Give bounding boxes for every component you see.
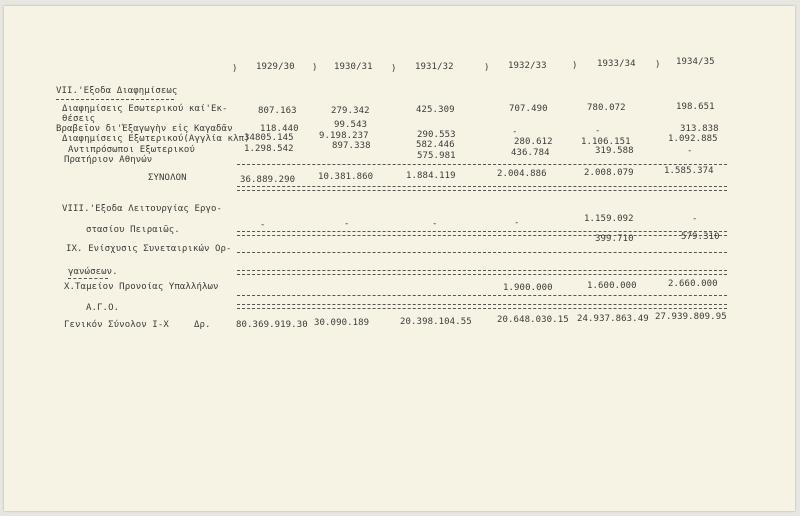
section-ix-rule (237, 252, 727, 253)
year-paren-4: ) (484, 63, 490, 73)
grand-total-value: 80.369.919.30 (236, 320, 308, 330)
grand-total-currency: Δρ. (194, 320, 211, 330)
cell-value: 807.163 (258, 106, 297, 116)
section-ix-label-cont: γανώσεων. (68, 267, 118, 277)
year-paren-2: ) (312, 63, 318, 73)
total-label: ΣΥΝΟΛΟΝ (148, 173, 187, 183)
section-vii-underline (56, 99, 174, 100)
year-paren-6: ) (655, 60, 661, 70)
year-header-1929: 1929/30 (256, 62, 295, 72)
grand-total-label: Γενικόν Σύνολον Ι-Χ (64, 320, 169, 330)
cell-value: 780.072 (587, 103, 626, 113)
cell-value: 897.338 (332, 141, 371, 151)
total-double-rule (237, 186, 727, 191)
row-label-domestic-ads-cont: θέσεις (62, 114, 96, 124)
total-value: 10.381.860 (318, 172, 374, 182)
section-ix-double-rule (237, 270, 727, 275)
cell-value: 1.106.151 (581, 137, 631, 147)
cell-value: 425.309 (416, 105, 455, 115)
cell-value: 707.490 (509, 104, 548, 114)
cell-value: 118.440 (260, 124, 299, 134)
year-paren-5: ) (572, 61, 578, 71)
section-viii-label-cont: στασίου Πειραιῶς. (86, 225, 180, 235)
cell-value: 290.553 (417, 130, 456, 140)
year-header-1932: 1932/33 (508, 61, 547, 71)
cell-value: 313.838 (680, 124, 719, 134)
section-ix-label: IX. Ενίσχυσις Συνεταιρικών Ορ- (66, 244, 232, 254)
cell-value: 1.092.885 (668, 134, 718, 144)
section-x-value: 1.600.000 (587, 281, 637, 291)
row-label-foreign-representatives: Αντιπρόσωποι Εξωτερικού (68, 145, 195, 155)
cell-value: 34805.145 (244, 133, 294, 143)
cell-value: 575.981 (417, 151, 456, 161)
year-header-1930: 1930/31 (334, 62, 373, 72)
grand-total-value: 20.648.030.15 (497, 315, 569, 325)
section-x-label-cont: Α.Γ.Ο. (86, 303, 120, 313)
year-paren-1: ) (232, 64, 238, 74)
grand-total-value: 27.939.809.95 (655, 312, 727, 322)
document-page (4, 6, 795, 511)
grand-total-double-rule (237, 304, 727, 309)
total-value: 36.889.290 (240, 175, 296, 185)
cell-value: 280.612 (514, 137, 553, 147)
year-header-1934: 1934/35 (676, 57, 715, 67)
section-x-value: 1.900.000 (503, 283, 553, 293)
dash-mark: - (432, 219, 438, 229)
row-label-foreign-ads: Διαφημίσεις Εξωτερικού(Αγγλία κλπ) (62, 134, 250, 144)
section-vii-title: VII.'Εξοδα Διαφημίσεως (56, 86, 178, 96)
section-ix-value: 399.710 (595, 234, 634, 244)
total-value: 2.004.886 (497, 169, 547, 179)
total-value: 1.585.374 (664, 166, 714, 176)
section-viii-value: 1.159.092 (584, 214, 634, 224)
dash-mark: - (512, 127, 518, 137)
dash-mark: - (514, 218, 520, 228)
dash-mark: - (344, 219, 350, 229)
dash-mark: - (595, 126, 601, 136)
dash-mark: - (692, 214, 698, 224)
section-ix-underline (68, 278, 108, 279)
cell-value: 582.446 (416, 140, 455, 150)
row-label-athens-store: Πρατήριον Αθηνών (64, 155, 153, 165)
dash-mark: - (260, 220, 266, 230)
year-header-1931: 1931/32 (415, 62, 454, 72)
section-ix-value: 579.310 (681, 232, 720, 242)
section-x-rule (237, 295, 727, 296)
section-x-value: 2.660.000 (668, 279, 718, 289)
year-paren-3: ) (391, 64, 397, 74)
cell-value: 198.651 (676, 102, 715, 112)
grand-total-value: 24.937.863.49 (577, 314, 649, 324)
section-viii-rule (237, 231, 727, 236)
cell-value: 1.298.542 (244, 144, 294, 154)
cell-value: 279.342 (331, 106, 370, 116)
grand-total-value: 30.090.189 (314, 318, 370, 328)
cell-value: 9.198.237 (319, 131, 369, 141)
row-label-domestic-ads: Διαφημίσεις Εσωτερικού καί'Εκ- (62, 104, 228, 114)
dash-mark: - (687, 146, 693, 156)
cell-value: 99.543 (334, 120, 368, 130)
row-label-canada-award: Βραβεῖον δι'Ἐξαγωγὴν εἰς Καγαδᾶν (56, 124, 233, 134)
section-x-label: X.Ταμείον Προνοίας Υπαλλήλων (64, 282, 219, 292)
cell-value: 319.588 (595, 146, 634, 156)
section-viii-label: VIII.'Εξοδα Λειτουργίας Εργο- (62, 204, 223, 214)
total-value: 1.884.119 (406, 171, 456, 181)
total-rule (237, 164, 727, 165)
cell-value: 436.784 (511, 148, 550, 158)
grand-total-value: 20.398.104.55 (400, 317, 472, 327)
total-value: 2.008.079 (584, 168, 634, 178)
year-header-1933: 1933/34 (597, 59, 636, 69)
